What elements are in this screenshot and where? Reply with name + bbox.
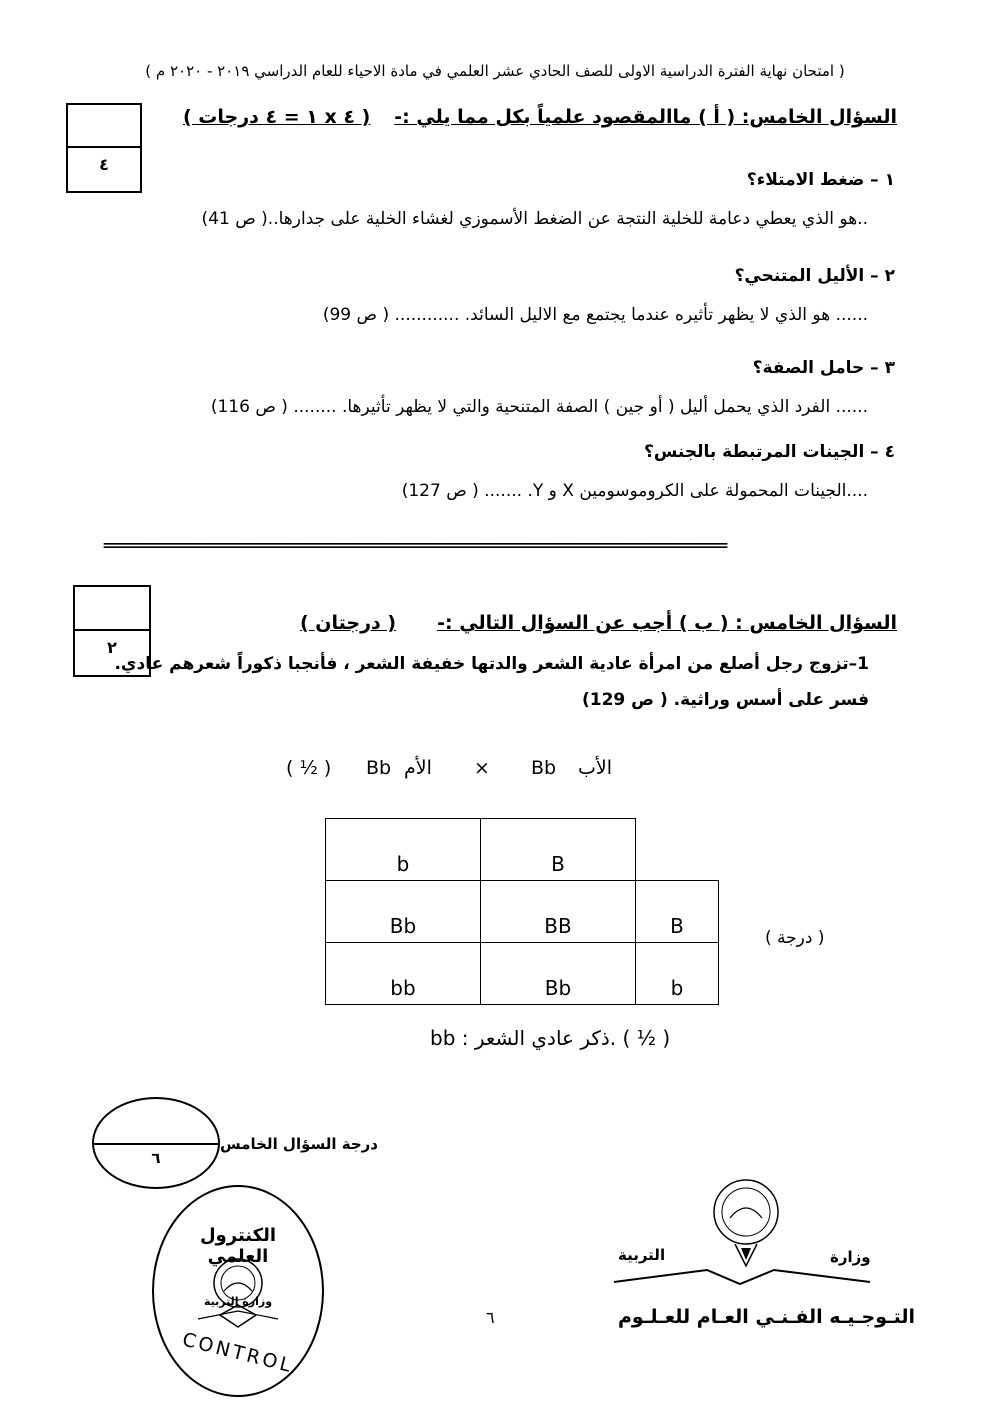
cross-symbol: × [474,757,490,779]
total-score-circle [92,1097,220,1189]
total-score-label: درجة السؤال الخامس [220,1135,378,1153]
mother-genotype: Bb [366,757,392,779]
result-line: bb : ذكر عادي الشعر. ( ½ ) [430,1026,671,1050]
answer-2: ...... هو الذي لا يظهر تأثيره عندما يجتمع مع الاليل السائد. ............ ( ص 99) [322,305,868,325]
section-a-marks: ( ٤ x ١ = ٤ درجات ) [183,106,371,128]
exam-header: ( امتحان نهاية الفترة الدراسية الاولى للصف الحادي عشر العلمي في مادة الاحياء للعام الدراسي ٢٠١٩ - ٢٠٢٠ م ) [145,62,845,80]
father-genotype: Bb [531,757,557,779]
gamete-top: B [481,819,636,881]
offspring-cell: bb [326,943,481,1005]
section-b-marks: ( درجتان ) [300,612,397,634]
section-b-score: ٢ [107,638,117,657]
footer-ministry-left: وزارة [830,1248,871,1266]
section-b-title: السؤال الخامس : ( ب ) أجب عن السؤال التالي :- [437,612,897,634]
term-3: ٣ – حامل الصفة؟ [752,358,895,378]
gamete-side: b [636,943,719,1005]
mother-label: الأم [404,757,432,779]
father-label: الأب [578,757,613,779]
total-score-value: ٦ [151,1149,161,1167]
ministry-emblem-icon [705,1178,787,1272]
question-line-2: فسر على أسس وراثية. ( ص 129) [581,690,869,710]
term-4: ٤ – الجينات المرتبطة بالجنس؟ [644,442,895,462]
control-stamp [152,1185,324,1397]
offspring-cell: Bb [326,881,481,943]
offspring-cell: Bb [481,943,636,1005]
section-a-score-box [66,103,142,193]
section-a-score: ٤ [99,155,109,174]
answer-3: ...... الفرد الذي يحمل أليل ( أو جين ) الصفة المتنحية والتي لا يظهر تأثيرها. ........ ( ص 116) [210,397,868,417]
footer-ministry-right: التربية [618,1246,666,1264]
stamp-ministry: وزارة التربية [203,1295,273,1308]
stamp-arc-text: الكنترول العلمي [199,1225,277,1267]
term-2: ٢ – الأليل المتنحي؟ [734,266,895,286]
gamete-side: B [636,881,719,943]
separator-line: ========================================================================================== [103,538,727,554]
cross-mark: ( ½ ) [286,757,332,779]
punnett-mark: ( درجة ) [765,928,825,948]
answer-4: ....الجينات المحمولة على الكروموسومين X و Y. ....... ( ص 127) [401,481,868,501]
question-line-1: 1–تزوج رجل أصلع من امرأة عادية الشعر والدتها خفيفة الشعر ، فأنجبا ذكوراً شعرهم عادي. [114,654,869,674]
genetic-cross [286,755,626,785]
page-number: ٦ [486,1308,495,1327]
stamp-control-word: CONTROL [180,1328,296,1378]
punnett-square [325,818,719,1005]
term-1: ١ – ضغط الامتلاء؟ [746,170,895,190]
offspring-cell: BB [481,881,636,943]
gamete-top: b [326,819,481,881]
footer-department: التـوجـيـه الفـنـي العـام للعـلـوم [618,1306,916,1328]
section-a-title: السؤال الخامس: ( أ ) ماالمقصود علمياً بكل مما يلي :- [394,106,897,128]
answer-1: ..هو الذي يعطي دعامة للخلية النتجة عن الضغط الأسموزي لغشاء الخلية على جدارها..( ص 41) [201,209,868,229]
